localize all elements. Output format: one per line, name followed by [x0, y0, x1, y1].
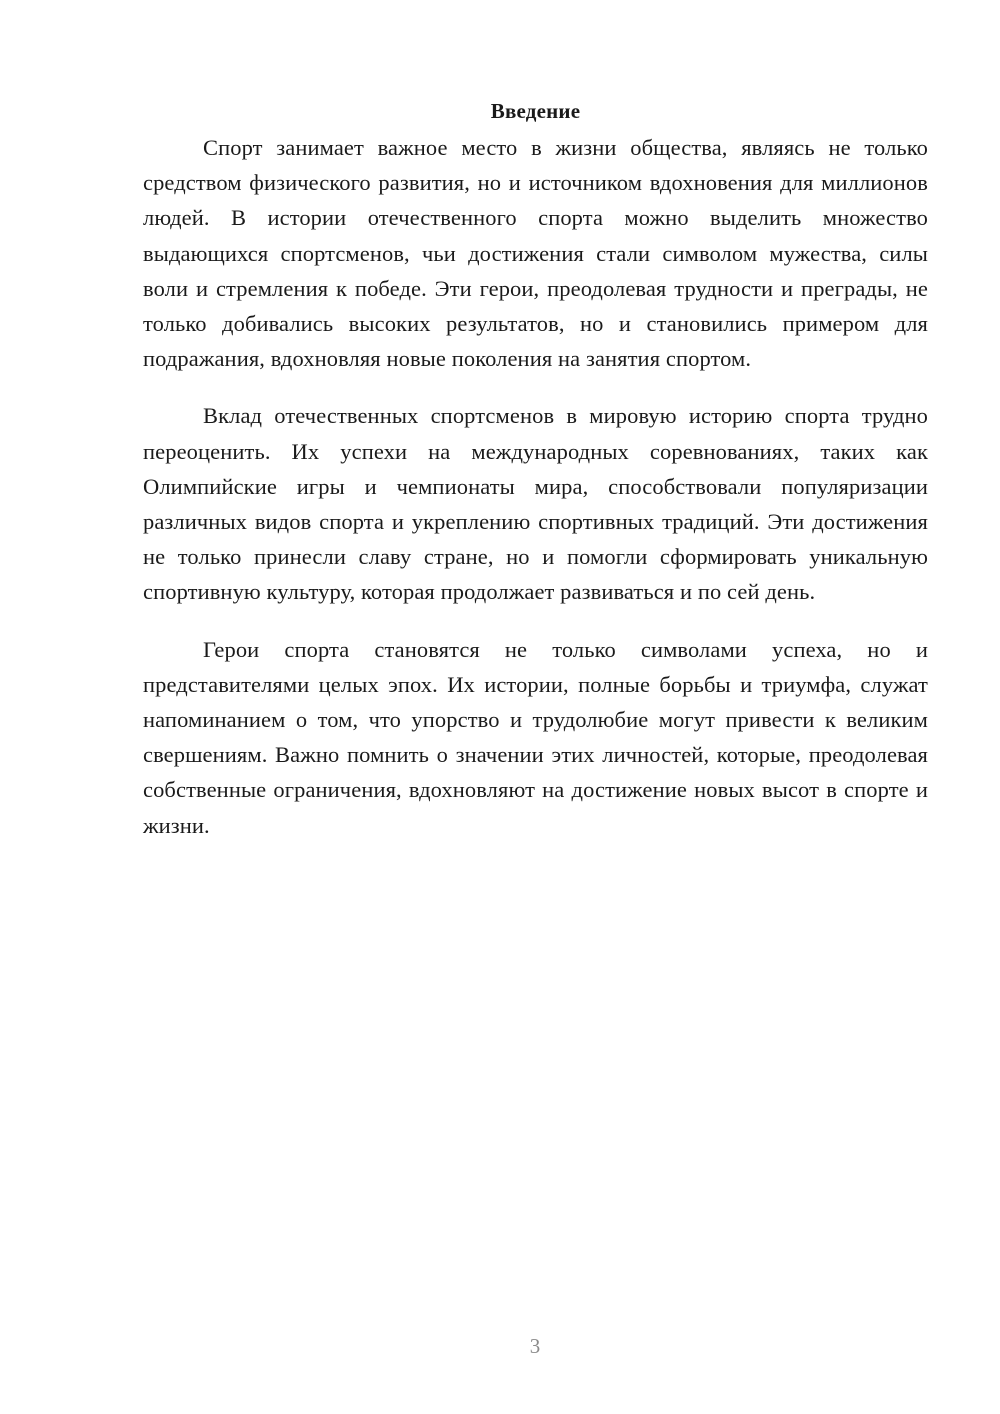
- paragraph-1: Спорт занимает важное место в жизни общества, являясь не только средством физического развития, но и источником вдохновения для миллионов людей. В истории отечественного спорта можно выделить множество выдающихся спортсменов, чьи достижения стали символом мужества, силы воли и стремления к победе. Эти герои, преодолевая трудности и преграды, не только добивались высоких результатов, но и становились примером для подражания, вдохновляя новые поколения на занятия спортом.: [143, 135, 928, 372]
- paragraph-3: Герои спорта становятся не только символами успеха, но и представителями целых эпох. Их истории, полные борьбы и триумфа, служат напоминанием о том, что упорство и трудолюбие могут привести к великим свершениям. Важно помнить о значении этих личностей, которые, преодолевая собственные ограничения, вдохновляют на достижение новых высот в спорте и жизни.: [143, 636, 928, 838]
- section-title: Введение: [490, 99, 581, 123]
- page-number: 3: [529, 1334, 541, 1358]
- paragraph-2: Вклад отечественных спортсменов в мировую историю спорта трудно переоценить. Их успехи на международных соревнованиях, таких как Олимпийские игры и чемпионаты мира, способствовали популяризации различных видов спорта и укреплению спортивных традиций. Эти достижения не только принесли славу стране, но и помогли сформировать уникальную спортивную культуру, которая продолжает развиваться и по сей день.: [143, 403, 928, 605]
- document-body: [143, 96, 928, 865]
